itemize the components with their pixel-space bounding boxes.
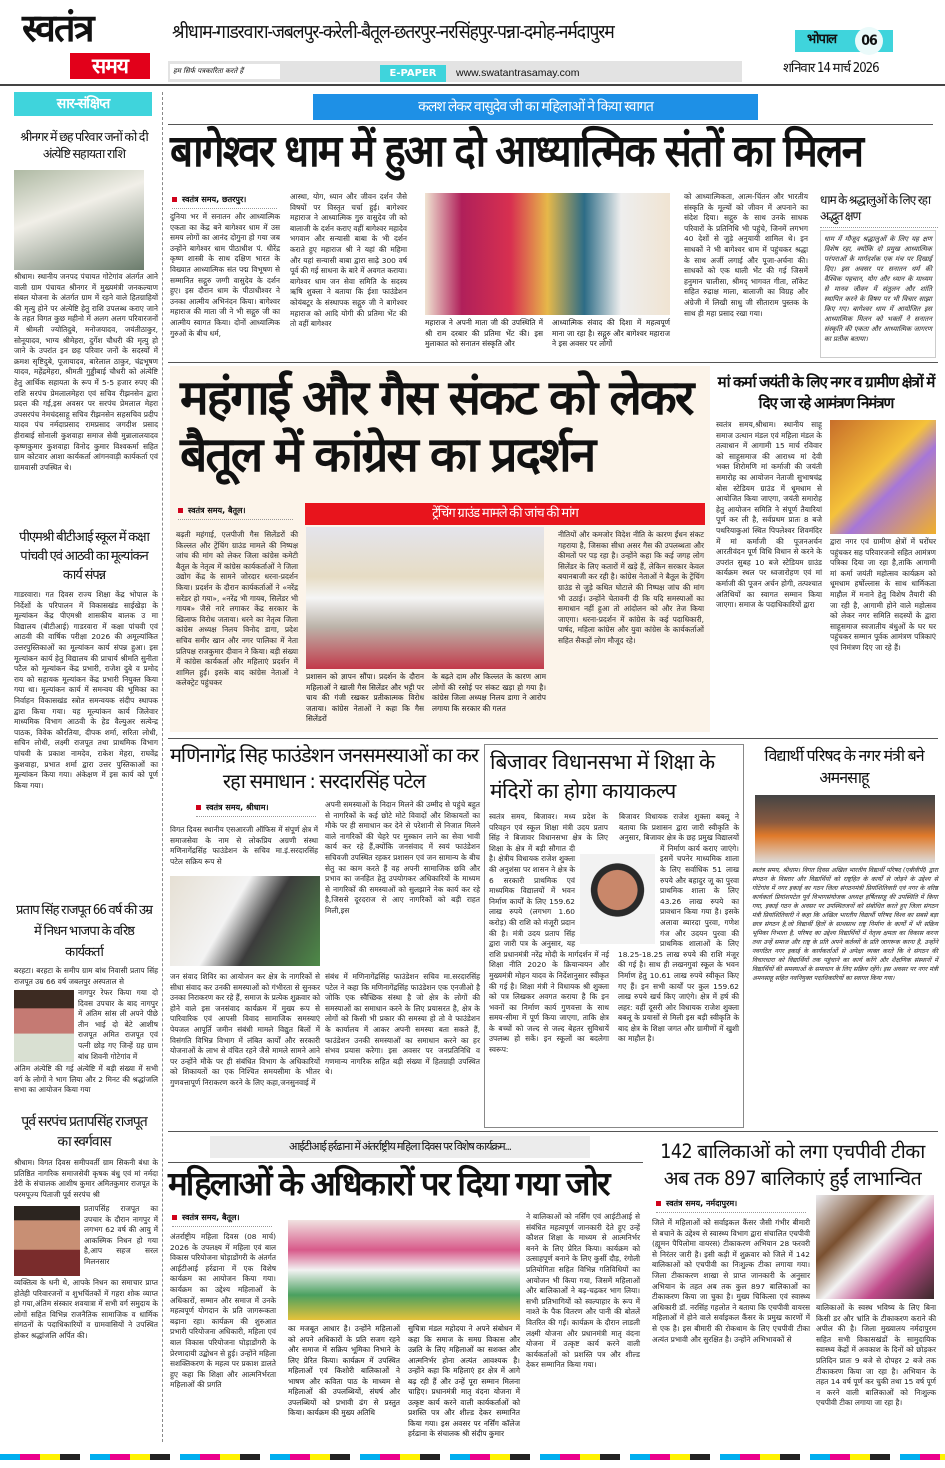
photo-caption: का मजबूत आधार है। उन्होंने महिलाओं को अपने अधिकारों के प्रति सजग रहने और समाज में सक्रिय भूमिका निभाने के लिए प्रेरित किया। कार्यक्रम में उपस्थित महिलाओं एवं किशोरी बालिकाओं ने भाषण और कविता पाठ के माध्यम से महिलाओं की उपलब्धियों, संघर्ष और उपलब्धियों को प्रभावी ढंग से प्रस्तुत किया। कार्यक्रम की मुख्य अतिथि: [288, 1324, 400, 1417]
story-headline: प्रताप सिंह राजपूत 66 वर्ष की उम्र में निधन भाजपा के वरिष्ठ कार्यकर्ता: [16, 903, 152, 960]
story-body: विगत दिवस स्थानीय एसआरजी ऑफिस में संपूर्ण क्षेत्र में समाजसेवा के नाम से लोकप्रिय अग्रणी संस्था मणिनागेंद्रसिंह फाउंडेशन के सचिव मा.इं.सरदारसिंह पटेल सक्रिय रूप से: [170, 825, 318, 866]
story-body: बिजावर विधायक राजेश शुक्ला बबलू ने बताया कि प्रशासन द्वारा जारी स्वीकृति के अनुसार, बिजावर क्षेत्र के छह प्रमुख विद्यालयों में निर्माण कार्य कराए जाएंगे। इसमें चपनेर माध्यमिक शाला के लिए सर्वाधिक 51 लाख रुपये और बहादुर जू का पुरवा प्राथमिक शाला के लिए 43.26 लाख रुपये का प्रावधान किया गया है। इसके अलावा ब्यारदा पुरवा, गणेश गंज और उदयन पुरवा की प्राथमिक शालाओं के लिए 18.25-18.25 लाख रुपये की राशि मंजूर की गई है। साथ ही लखनगुवां स्कूल के भवन निर्माण हेतु 10.61 लाख रुपये स्वीकृत किए गए हैं। इन सभी कार्यों पर कुल 159.62 लाख रुपये खर्च किए जाएंगे। क्षेत्र में हर्ष की लहर: वहीं दूसरी ओर विधायक राजेश शुक्ला बबलू के प्रयासों से मिली इस बड़ी स्वीकृति के बाद क्षेत्र के शिक्षा जगत और ग्रामीणों में खुशी का माहौल है।: [618, 812, 739, 1044]
masthead: [0, 0, 945, 84]
dateline: स्वतंत्र समय, बैतूल।: [178, 505, 293, 520]
rule: [168, 1162, 643, 1163]
story-headline: 142 बालिकाओं को लगा एचपीवी टीका अब तक 897 बालिकाएं हुईं लाभान्वित: [660, 1140, 925, 1190]
group-photo: [755, 795, 935, 863]
story-body: स्वतंत्र समय, बिजावर। मध्य प्रदेश के परिवहन एवं स्कूल शिक्षा मंत्री उदय प्रताप सिंह ने बिजावर विधानसभा क्षेत्र के लिए शिक्षा के क्षेत्र में बड़ी सौगात दी है। क्षेत्रीय विधायक राजेश शुक्ला की अनुशंसा पर शासन ने क्षेत्र के 6 सरकारी प्राथमिक एवं माध्यमिक विद्यालयों में भवन निर्माण कार्यों के लिए 159.62 लाख रुपये (लगभग 1.60 करोड़) की राशि को मंजूरी प्रदान की है। मंत्री उदय प्रताप सिंह द्वारा जारी पत्र के अनुसार, यह राशि प्रधानमंत्री नरेंद्र मोदी के मार्गदर्शन में नई शिक्षा नीति 2020 के क्रियान्वयन और मुख्यमंत्री मोहन यादव के निर्देशानुसार स्वीकृत की गई है। शिक्षा मंत्री ने विधायक श्री शुक्ला को पत्र लिखकर अवगत कराया है कि इन भवनों का निर्माण कार्य गुणवत्ता के साथ समय-सीमा में पूर्ण किया जाएगा, ताकि क्षेत्र के बच्चों को जल्द से जल्द बेहतर सुविधायें उपलब्ध हो सकें। इन स्कूलों का बदलेगा स्वरूप:: [489, 812, 609, 1055]
sidebar-headline: धाम के श्रद्धालुओं के लिए रहा अद्भुत क्षण: [820, 192, 938, 228]
page-number: 06: [855, 27, 883, 55]
edition-name: भोपाल: [807, 32, 837, 47]
rule: [168, 362, 938, 363]
story-body: द्वारा नगर एवं ग्रामीण क्षेत्रों में घरोंघर पहुंचकर सह परिवारजनो सहित आमंत्रण पत्रिका दिया जा रहा है,ताकि आगामी मां कर्मा जयंती महोत्सव कार्यक्रम को धूमधाम हर्षोल्लास के साथ धार्मिकता माहौल में मनाने हेतु विशेष तैयारी की जा रही है, आगामी होने वाले महोत्सव को लेकर नगर समिति सदस्यों के द्वारा साहूसमाज स्वजातीय बंधुओं के घर घर पहुंचकर सम्मान पूर्वक आमंत्रण पत्रिकाएं एवं निमंत्रण दिए जा रहे हैं।: [830, 537, 936, 652]
rule: [168, 1131, 938, 1132]
dateline: स्वतंत्र समय, श्रीधाम।: [196, 802, 316, 817]
epaper-badge[interactable]: E-PAPER: [380, 65, 446, 82]
story-headline: महिलाओं के अधिकारों पर दिया गया जोर: [168, 1164, 609, 1203]
story-body: व्यक्तित्व के धनी थे, आपके निधन का समाचार प्राप्त होतेही परिवारजनों व शुभचिंतकों में गहरा शोक व्याप्त हो गया,अंतिम संस्कार शवयात्रा में सभी वर्ग समुदाय के लोगों सहित विभिन्न राजनैतिक सामाजिक व धार्मिक संगठनों के पदाधिकारियों व ग्रामवासियों ने उपस्थित होकर श्रद्धांजलि अर्पित की।: [14, 1278, 158, 1340]
story-body: बढ़ती महंगाई, एलपीजी गैस सिलेंडरों की किल्लत और ट्रेंचिंग ग्राउंड मामले की निष्पक्ष जांच की मांग को लेकर जिला कांग्रेस कमेटी बैतूल के नेतृत्व में कांग्रेस कार्यकर्ताओं ने जिला उद्योग केंद्र के सामने जोरदार धरना-प्रदर्शन किया। प्रदर्शन के दौरान कार्यकर्ताओं ने «नरेंद्र सरेंडर हो गया», «नरेंद्र भी गायब, सिलेंडर भी गायब» जैसे नारे लगाकर केंद्र सरकार के खिलाफ विरोध जताया। धरने का नेतृत्व जिला कांग्रेस अध्यक्ष निलय विनोद डागा, प्रदेश सचिव समीर खान और नगर पालिका में नेता प्रतिपक्ष राजकुमार दीवान ने किया। बड़ी संख्या में कांग्रेस कार्यकर्ता और महिलाएं प्रदर्शन में शामिल हुईं। इसके बाद कांग्रेस नेताओं ने कलेक्ट्रेट पहुंचकर: [176, 530, 298, 688]
dateline: स्वतंत्र समय, नर्मदापुरम।: [656, 1198, 806, 1213]
story-headline: श्रीनगर में छह परिवार जनों को दी अंत्येष्टि सहायता राशि: [20, 129, 148, 161]
story-photo: [14, 170, 144, 270]
story-body: संबंध में मणिनागेंद्रसिंह फाउंडेशन सचिव मा.सरदारसिंह पटेल ने कहा कि मणिनागेंद्रसिंह फाउंडेशन एक एनजीओ है जोकि एक स्वैच्छिक संस्था है जो क्षेत्र के लोगों की समस्याओं का समाधान करने के लिए प्रयासरत है, क्षेत्र के लोगों को किसी भी प्रकार की समस्या हो तो वे फाउंडेशन के कार्यालय में आकर अपनी समस्या बता सकते हैं, फाउंडेशन उनकी समस्याओं का समाधान करने का हर संभव प्रयास करेगा। इस अवसर पर जनप्रतिनिधि व गणमान्य नागरिक सहित बड़ी संख्या में हितग्राही उपस्थित थे।: [325, 972, 480, 1077]
portrait-photo: [14, 990, 74, 1062]
website-url[interactable]: www.swatantrasamay.com: [456, 67, 580, 79]
story-body: जिले में महिलाओं को सर्वाइकल कैंसर जैसी गंभीर बीमारी से बचाने के उद्देश्य से स्वास्थ्य विभाग द्वारा संचालित एचपीवी (ह्यूमन पैपिलोमा वायरस) टीकाकरण अभियान 28 फरवरी से निरंतर जारी है। इसी कड़ी में शुक्रवार को जिले में 142 बालिकाओं को एचपीवी का निःशुल्क टीका लगाया गया। जिला टीकाकरण शाखा से प्राप्त जानकारी के अनुसार अभियान के तहत अब तक कुल 897 बालिकाओं का टीकाकरण किया जा चुका है। मुख्य चिकित्सा एवं स्वास्थ्य अधिकारी डॉ. नरसिंह गहलोत ने बताया कि एचपीवी वायरस महिलाओं में होने वाले सर्वाइकल कैंसर के प्रमुख कारणों में से एक है। इस बीमारी की रोकथाम के लिए एचपीवी टीका अत्यंत प्रभावी और सुरक्षित है। उन्होंने अभिभावकों से: [652, 1218, 810, 1344]
story-body: नीतियों और कमजोर विदेश नीति के कारण ईंधन संकट गहराया है, जिसका सीधा असर गैस की उपलब्धता और कीमतों पर पड़ रहा है। उन्होंने कहा कि कई जगह लोग सिलेंडर के लिए कतारों में खड़े हैं, लेकिन सरकार केवल बयानबाजी कर रही है। कांग्रेस नेताओं ने बैतूल के ट्रेंचिंग ग्राउंड से जुड़े कथित घोटाले की निष्पक्ष जांच की मांग भी उठाई। उन्होंने चेतावनी दी कि यदि समस्याओं का समाधान नहीं हुआ तो आंदोलन को और तेज किया जाएगा। धरना-प्रदर्शन में कांग्रेस के कई पदाधिकारी, पार्षद, महिला कांग्रेस और युवा कांग्रेस के कार्यकर्ताओं सहित सैकड़ों लोग मौजूद रहे।: [558, 530, 704, 645]
logo-bottom: समय: [70, 53, 150, 79]
kicker-banner: कलश लेकर वासुदेव जी का महिलाओं ने किया स्वागत: [313, 94, 758, 120]
story-body: स्वतंत्र समय,श्रीधाम। स्थानीय साहू समाज उत्थान मंडल एवं महिला मंडल के तत्वाधान में आगामी 15 मार्च रविवार को साहूसमाज की आराध्य मां देवी भक्त शिरोमणि मां कर्माजी की जयंती समारोह का आयोजन नेताजी सुभाषचंद्र बोस स्टेडियम ग्राउंड में धूमधाम से आयोजित किया जाएगा, जयंती समारोह हेतु आयोजन समिति ने संपूर्ण तैयारियां पूर्ण कर ली है, सर्वप्रथम प्रातः 8 बजे पथरियाकुआं स्थित पिपलेश्वर शिवमंदिर में मां कर्माजी की पूजनअर्चन आरतीवंदन पूर्ण विधि विधान से करने के उपरांत सुबह 10 बजे स्टेडियम ग्राउंड कार्यक्रम स्थल पर ध्वजारोहण एवं मां कर्माजी की पूजन अर्चन होगी, तत्पश्चात अतिथियों का स्वागत सम्मान किया जाएगा। समाज के पदाधिकारियों द्वारा: [716, 420, 822, 610]
dateline: स्वतंत्र समय, छतरपुर।: [172, 194, 277, 209]
portrait-photo: [14, 1206, 80, 1276]
story-body: ने बालिकाओं को नर्सिंग एवं आईटीआई से संबंधित महत्वपूर्ण जानकारी देते हुए उन्हें कौशल शिक्षा के माध्यम से आत्मनिर्भर बनने के लिए प्रेरित किया। कार्यक्रम को उत्साहपूर्ण बनाने के लिए कुर्सी दौड़, रंगोली प्रतियोगिता सहित विभिन्न गतिविधियों का आयोजन भी किया गया, जिसमें महिलाओं और बालिकाओं ने बढ़-चढ़कर भाग लिया। सभी प्रतिभागियों को स्वल्पाहार के रूप में नाश्ते के पैक वितरण और पानी की बोतलें वितरित की गईं। कार्यक्रम के दौरान लाडली लक्ष्मी योजना और प्रधानमंत्री मातृ वंदना योजना में उत्कृष्ट कार्य करने वाली कार्यकर्ताओं को प्रशस्ति पत्र और शील्ड देकर सम्मानित किया गया।: [526, 1212, 640, 1370]
story-body: जन संवाद शिविर का आयोजन कर क्षेत्र के नागरिकों से सीधा संवाद कर उनकी समस्याओं को गंभीरता से सुनकर उनका निराकरण कर रहे हैं, समाज के प्रत्येक शुक्रवार को होने वाले इस जनसंवाद कार्यक्रम में मुख्य रूप से पारिवारिक एवं आपसी विवाद सामाजिक समस्याएं पेयजल आपूर्ति जमीन संबंधी मामले विद्युत बिलों में विसंगति विभिन्न विभाग में लंबित कार्यों और सरकारी योजनाओं के लाभ से वंचित रहने जैसे मामले सामने आने पर उन्होंने मौके पर ही संबंधित विभाग के अधिकारियों को शिकायतों का एक निश्चित समयसीमा के भीतर गुणवत्तापूर्ण निराकरण करने के लिए कहा,जनसुनवाई में: [170, 972, 320, 1087]
logo-top: स्वतंत्र: [22, 6, 93, 50]
rule: [168, 738, 938, 739]
lead-photo: [425, 193, 670, 315]
photo-caption: आध्यात्मिक संवाद की दिशा में महत्वपूर्ण माना जा रहा है। सद्गुरु और बागेश्वर महाराज ने इस अवसर पर लोगों: [552, 318, 670, 348]
story-body: दुनिया भर में सनातन और आध्यात्मिक एकता का केंद्र बने बागेश्वर धाम में उस समय लोगों का आनंद दोगुना हो गया जब उन्होंने बागेश्वर धाम पीठाधीश पं. धीरेंद्र कृष्ण शास्त्री के साथ दक्षिण भारत के विख्यात आध्यात्मिक संत पद्म विभूषण से सम्मानित सद्गुरु जग्गी वासुदेव के दर्शन हुए। इस दौरान धाम के पीठाधीश्वर ने उनका आत्मीय अभिनंदन किया। बागेश्वर महाराज की माता जी ने भी सद्गुरु जी का आत्मीय स्वागत किया। दोनों आध्यात्मिक गुरुओं के बीच धर्म,: [170, 212, 280, 338]
red-banner: ट्रेंचिंग ग्राउंड मामले की जांच की मांग: [305, 503, 705, 525]
lead-headline: बागेश्वर धाम में हुआ दो आध्यात्मिक संतों का मिलन: [170, 126, 863, 177]
story-headline: विद्यार्थी परिषद के नगर मंत्री बने अमनसाहू: [764, 746, 924, 787]
meeting-photo: [170, 876, 320, 966]
story-headline: पीएमश्री बीटीआई स्कूल में कक्षा पांचवी एवं आठवी का मूल्यांकन कार्य संपन्न: [19, 530, 149, 583]
registration-strip: [0, 1454, 945, 1460]
story-body: अपनी समस्याओं के निदान मिलने की उम्मीद से पहुंचे बहुत से नागरिकों के कई छोटे मोटे विवादों और शिकायतों का मौके पर ही समाधान कर देने से परेशानी से निजात मिलने वाले नागरिकों की चेहरे पर मुस्कान लाने का सेवा भावी कार्य कर रहे हैं,क्योंकि जनसंवाद में स्वयं फाउंडेशन सचिवजी उपस्थित रहकर प्रशासन एवं जन सामान्य के बीच सेतु का काम करते हैं वह अपनी सामाजिक छवि और प्रभाव का जनहित हेतु उपयोगकर अधिकारियों के माध्यम से नागरिकों की समस्याओं को सुलझाने नेक कार्य कर रहे है,जिससे दूरदराज से आए नागरिकों को बड़ी राहत मिली,इस: [325, 800, 480, 915]
women-group-photo: [288, 1220, 520, 1320]
story-body: बालिकाओं के स्वस्थ भविष्य के लिए बिना किसी डर और भ्रांति के टीकाकरण कराने की अपील की है। जिला मुख्यालय नर्मदापुरम सहित सभी विकासखंडों के सामुदायिक स्वास्थ्य केंद्रों में अवकाश के दिनों को छोड़कर प्रतिदिन प्रातः 9 बजे से दोपहर 2 बजे तक टीकाकरण किया जा रहा है। अभियान के तहत 14 वर्ष पूर्ण कर चुकी तथा 15 वर्ष पूर्ण न करने वाली बालिकाओं को निःशुल्क एचपीवी टीका लगाया जा रहा है।: [816, 1303, 936, 1408]
issue-date: शनिवार 14 मार्च 2026: [783, 61, 879, 76]
rule: [168, 124, 933, 125]
story-body: अंतर्राष्ट्रीय महिला दिवस (08 मार्च) 2026 के उपलक्ष्य में महिला एवं बाल विकास परियोजना घोड़ाडोंगरी के अंतर्गत आईटीआई हर्रढाना में एक विशेष कार्यक्रम का आयोजन किया गया। कार्यक्रम का उद्देश्य महिलाओं के अधिकारों, सम्मान और समाज में उनके महत्वपूर्ण योगदान के प्रति जागरूकता बढ़ाना रहा। कार्यक्रम की शुरुआत प्रभारी परियोजना अधिकारी, महिला एवं बाल विकास परियोजना घोड़ाडोंगरी के प्रेरणादायी उद्बोधन से हुई। उन्होंने महिला सशक्तिकरण के महत्व पर प्रकाश डालते हुए कहा कि शिक्षा और आत्मनिर्भरता महिलाओं की प्रगति: [170, 1232, 276, 1390]
story-body: आस्था, योग, ध्यान और जीवन दर्शन जैसे विषयों पर विस्तृत चर्चा हुई। बागेश्वर महाराज ने आध्यात्मिक गुरु वासुदेव जी को बालाजी के दर्शन कराए वहीं बागेश्वर महादेव भगवान और सन्यासी बाबा के भी दर्शन कराते हुए महाराज श्री ने यहां की महिमा और यहां सन्यासी बाबा द्वारा साढ़े 300 वर्ष पूर्व की गई साधना के बारे में अवगत कराया। बागेश्वर धाम जन सेवा समिति के सदस्य ऋषि शुक्ला ने बताया कि ईशा फाउंडेशन कोयंबटूर के संस्थापक सद्गुरु जी ने बागेश्वर महाराज को आदि योगी की प्रतिमा भेंट की तो वहीं बागेश्वर: [290, 192, 407, 329]
edition-badge: [795, 30, 893, 52]
story-headline: मणिनागेंद्र सिह फाउंडेशन जनसमस्याओं का कर रहा समाधान : सरदारसिंह पटेल: [169, 743, 479, 793]
left-column-divider: [162, 92, 163, 1442]
story-body: श्रीधाम। स्थानीय जनपद पंचायत गोटेगांव अंतर्गत आने वाली ग्राम पंचायत श्रीनगर में मुख्यमंत्री जनकल्याण संबल योजना के अंतर्गत ग्राम में रहने वाले हितग्राहियों की मृत्यु होने पर अंत्येष्टि हेतु राशि उपलब्ध कराए जाने के तहत विगत कुछ महीनो में अलग अलग परिवारजनों में श्रीमती ज्योतिदुबे, मनोजयादव, जयंतीठाकुर, सोनूयादव, भाग्य श्रीमेहरा, दुर्गेश चौधरी की मृत्यु हो जाने के उपरांत इन छह परिवार जनों के सदस्यों में क्रमश सृष्टिदुबे, पूजायादव, बारेलाल ठाकुर, चंद्रभूषण यादव, महेंद्रमेहरा, श्रीमती गुड्डीबाई चौधरी को अंत्येष्टि हेतु आर्थिक सहायता के रूप में 5-5 हजार रुपए की राशि सरपंच प्रेमलालमेहरा एवं सचिव रीझनसेन द्वारा प्रदत्त की गई,इस अवसर पर सरपंच प्रेमलाल मेहरा उपसरपंच नेमचंदसाहू सचिव रीझनसेन सहसचिव प्रदीप यादव पंच नर्मदाप्रसाद रामप्रसाद जगदीश प्रसाद हीराबाई सोनाली कुशवाहा समाज सेवी मुन्नालालयादव कृष्णकुमार कुशवाहा विनोद कुमार विश्वकर्मा सहित ग्राम कोटवार आशा कार्यकर्ता आंगनवाड़ी कार्यकर्ता एवं ग्रामवासी उपस्थित थे।: [14, 272, 158, 472]
story-body: प्रतापसिंह राजपूत का उपचार के दौरान नागपुर में लगभग 62 वर्ष की आयु में आकस्मिक निधन हो गया है,आप सहज सरल मिलनसार: [84, 1204, 158, 1266]
photo-caption: के बढ़ते दाम और किल्लत के कारण आम लोगों की रसोई पर संकट खड़ा हो गया है। कांग्रेस जिला अध्यक्ष निलय डागा ने आरोप लगाया कि सरकार की गलत: [432, 672, 546, 713]
story-body: स्वतंत्र समय, श्रीधाम। विगत दिवस अखिल भारतीय विद्यार्थी परिषद (एबीवीपी) द्वारा संगठन के विस्तार और विद्यार्थियों को राष्ट्रहित के कार्यों से जोड़ने के उद्देश्य से गोटेगांव में नगर इकाई का गठन जिला संगठनमंत्री प्रियांशितिवारी एवं नगर के वरिष्ठ कार्यकर्ता प्रियांशपटेल पूर्व विभागसंयोजक अध्यक्ष हर्षितसाहू की उपस्थिति में किया गया, इकाई गठन के अवसर पर उपस्थितजनों को संबोधित करते हुए जिला संगठन मंत्री प्रियांशितिवारी ने कहा कि अखिल भारतीय विद्यार्थी परिषद विश्व का सबसे बड़ा छात्र संगठन है,जो विद्यार्थी हितों के साथसाथ राष्ट्र निर्माण के कार्यों में भी सक्रिय भूमिका निभाता है, परिषद का उद्देश्य विद्यार्थियों में नेतृत्व क्षमता का विकास करना तथा उन्हें समाज और राष्ट्र के प्रति अपने कर्तव्यों के प्रति जागरूक करना है, उन्होंने नवगठित नगर इकाई के कार्यकर्ताओं से अपेक्षा व्यक्त करते कि वे संगठन की विचारधारा को विद्यार्थियों तक पहुंचाने का कार्य करेंगे और शैक्षणिक संस्थानों में विद्यार्थियों की समस्याओं के समाधान के लिए सक्रिय रहेंगे। इस अवसर पर नगर मंत्री अमनसाहू सहित नवनियुक्त पदाधिकारियों का स्वागत किया गया।: [752, 867, 938, 982]
section-header-summary: सार-संक्षिप्त: [14, 92, 152, 116]
dateline: स्वतंत्र समय, बैतूल।: [172, 1212, 272, 1227]
photo-caption: सुचित्रा मंडल महोदया ने अपने संबोधन में कहा कि समाज के समग्र विकास और उन्नति के लिए महिलाओं का सशक्त और आत्मनिर्भर होना अत्यंत आवश्यक है। उन्होंने कहा कि महिलाएं हर क्षेत्र में आगे बढ़ रही हैं और उन्हें पूरा सम्मान मिलना चाहिए। प्रधानमंत्री मातृ वंदना योजना में उत्कृष्ट कार्य करने वाली कार्यकर्ताओं को प्रशस्ति पत्र और शील्ड देकर सम्मानित किया गया। इस अवसर पर नर्सिंग कॉलेज हर्रढाना के संचालक श्री संदीप कुमार: [408, 1324, 520, 1438]
tagline: हम सिर्फ पत्रकारिता करते हैं: [170, 64, 280, 79]
feature-headline: महंगाई और गैस संकट को लेकर बैतूल में कांग्रेस का प्रदर्शन: [180, 370, 693, 483]
edition-cities: श्रीधाम-गाडरवारा-जबलपुर-करेली-बैतूल-छतरपुर-नरसिंहपुर-पन्ना-दमोह-नर्मदापुरम: [172, 21, 614, 43]
vaccination-photo: [816, 1195, 934, 1299]
story-headline: पूर्व सरपंच प्रतापसिंह राजपूत का स्वर्गवास: [21, 1114, 147, 1150]
masthead-rule: [0, 84, 945, 86]
devotional-photo: [830, 420, 936, 534]
story-headline: मां कर्मा जयंती के लिए नगर व ग्रामीण क्षेत्रों में दिए जा रहे आमंत्रण निमंत्रण: [717, 373, 935, 412]
story-body: को आध्यात्मिकता, आत्म-चिंतन और भारतीय संस्कृति के मूल्यों को जीवन में अपनाने का संदेश दिया। सद्गुरु के साथ उनके साधक परिवारों के प्रतिनिधि भी पहुंचे, जिनमें लगभग 40 देशों से जुड़े अनुयायी शामिल थे। इन साधकों ने भी बागेश्वर धाम में पहुंचकर श्रद्धा के साथ अर्जी लगाई और पूजा-अर्चना की। साधकों को एक थाली भेंट की गई जिसमें हनुमान चालीसा, श्रीमद् भागवत गीता, लॉकेट सहित रुद्राक्ष माला, बालाजी का विग्रह और अंग्रेजी में लिखी साधु जी सीताराम पुस्तक के साथ ही महा प्रसाद रखा गया।: [684, 192, 808, 318]
protest-photo: [306, 527, 544, 669]
photo-caption: प्रशासन को ज्ञापन सौंपा। प्रदर्शन के दौरान महिलाओं ने खाली गैस सिलेंडर और भट्टी पर चाय की गंजी रखकर प्रतीकात्मक विरोध जताया। कांग्रेस नेताओं ने कहा कि गैस सिलेंडरों: [306, 672, 424, 723]
story-body: नागपुर रेफर किया गया दो दिवस उपचार के बाद नागपुर में अंतिम सांस ली अपने पीछे तीन भाई दो बेटे आशीष राजपूत अमित राजपूत एवं पत्नी छोड़ गए जिन्हें ग्रह ग्राम बांध शिवनी गोटेगांव में: [78, 988, 158, 1061]
story-body: बरहटा। बरहटा के समीप ग्राम बांध निवासी प्रताप सिंह राजपूत उम्र 66 वर्ष जबलपुर अस्पताल से: [14, 966, 158, 986]
sidebar-body: धाम में मौजूद श्रद्धालुओं के लिए यह क्षण विशेष रहा, क्योंकि दो प्रमुख आध्यात्मिक परंपराओं के मार्गदर्शक एक मंच पर दिखाई दिए। इस अवसर पर सनातन धर्म की वैश्विक पहचान, योग और ध्यान के माध्यम से मानव जीवन में संतुलन और शांति स्थापित करने के विषय पर भी विचार साझा किए गए। बागेश्वर धाम में आयोजित इस आध्यात्मिक मिलन को भक्तों ने सनातन संस्कृति की एकता और आध्यात्मिक जागरण का प्रतीक बताया।: [820, 230, 936, 358]
story-body: श्रीधाम। विगत दिवस समीपवर्ती ग्राम सिकनी बंधा के प्रतिष्ठित नागरिक समाजसेवी कृषक बंधु एवं मां नर्मदा डेरी के संचालक आशीष कुमार अमितकुमार राजपूत के परमपूज्य पिताजी पूर्व सरपंच श्री: [14, 1158, 158, 1199]
wrap-spacer: [608, 812, 609, 852]
photo-caption: महाराज ने अपनी माता जी की उपस्थिति में श्री राम दरबार की प्रतिमा भेंट की। इस मुलाकात को सनातन संस्कृति और: [425, 318, 543, 348]
story-body: गाडरवारा। गत दिवस राज्य शिक्षा केंद्र भोपाल के निर्देशों के परिपालन में विकासखंड साईखेड़ा के मूल्यांकन केंद्र पीएमश्री शासकीय बालक उ मा विद्यालय (बीटीआई) गाडरवारा में कक्षा पांचवी एवं आठवी की वार्षिक परीक्षा 2026 की अमूल्यांकित उत्तरपुस्तिकाओं का मूल्यांकन कार्य संपन्न हुआ। इस मूल्यांकन कार्य हेतु विद्यालय की प्राचार्य श्रीमति सुनीता पटैल को मूल्यांकन केंद्र प्रभारी, राजेश दुबे व प्रमोद राय को सहायक मूल्यांकन केंद्र प्रभारी नियुक्त किया गया था। मूल्यांकन कार्य में समन्वय की भूमिका का निर्वाहन विकासखंड स्त्रोत समन्वयक संदीप स्थापक द्वारा किया गया। यह मूल्यांकन कार्य जिलेवार माध्यमिक विभाग आठवी के हेड वैल्युअर सत्येन्द्र पाठक, विवेक कौरतिया, दीपक शर्मा, सरिता लोधी, सचिन लोधी, लक्ष्मी राजपूत तथा प्राथमिक विभाग पांचवी के प्रकाश नामदेव, राकेश मेहरा, राघवेंद्र कुशवाहा, प्रभात शर्मा द्वारा उत्तर पुस्तिकाओं का मूल्यांकन किया गया। अंकेक्षण में इस कार्य को पूर्ण किया गया।: [14, 590, 158, 790]
kicker-banner: आईटीआई हर्रढाना में अंतर्राष्ट्रीय महिला दिवस पर विशेष कार्यक्रम...: [210, 1136, 590, 1158]
wrap-spacer: [618, 852, 660, 948]
story-body: अंतिम अंत्येष्टि की गई अंत्येष्टि में बड़ी संख्या में सभी वर्ग के लोगों ने भाग लिया और 2 मिनट की श्रद्धांजलि सभा का आयोजन किया गया: [14, 1064, 158, 1095]
story-headline: बिजावर विधानसभा में शिक्षा के मंदिरों का होगा कायाकल्प: [490, 750, 715, 803]
